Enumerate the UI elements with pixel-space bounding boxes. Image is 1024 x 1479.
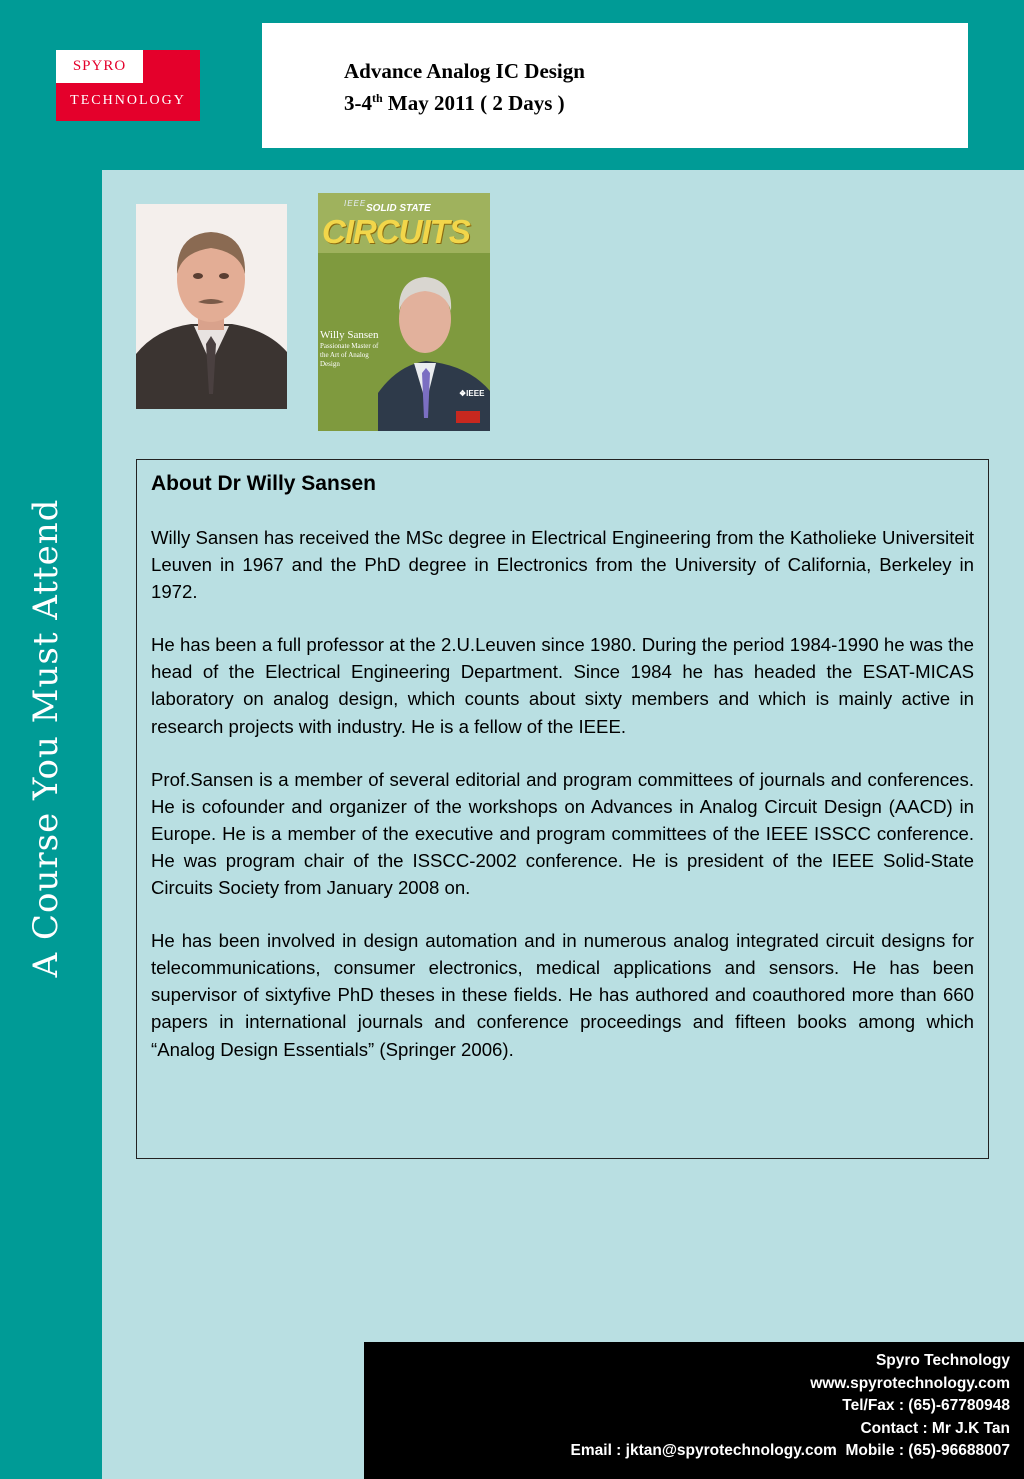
portrait-photo [136, 204, 287, 409]
footer-contact: Contact : Mr J.K Tan [860, 1420, 1010, 1437]
about-paragraph: Prof.Sansen is a member of several editorial and program committees of journals and conferences. He is cofounder and organizer of the workshops on Advances in Analog Circuit Design (AACD) in Europe. He is a member of the executive and program committees of the IEEE ISSCC conference. He was program chair of the ISSCC-2002 conference. He is president of the IEEE Solid-State Circuits Society from January 2008 on. [151, 768, 974, 899]
magazine-title: CIRCUITS [322, 213, 470, 250]
about-paragraph: He has been a full professor at the 2.U.Leuven since 1980. During the period 1984-1990 he was the head of the Electrical Engineering Department. Since 1984 he has headed the ESAT-MICAS laboratory on analog design, which counts about sixty members and which is mainly active in research projects with industry. He is a fellow of the IEEE. [151, 634, 974, 737]
course-date [344, 91, 565, 116]
magazine-cover-name: Willy Sansen [320, 329, 379, 341]
logo-text-technology: TECHNOLOGY [70, 93, 186, 108]
course-header [262, 23, 968, 148]
date-prefix: 3-4 [344, 91, 372, 115]
magazine-cover [318, 193, 490, 431]
date-rest: May 2011 ( 2 Days ) [382, 91, 565, 115]
footer-email-mobile: Email : jktan@spyrotechnology.com Mobile : (65)-96688007 [570, 1442, 1010, 1459]
about-title: About Dr Willy Sansen [151, 472, 377, 495]
date-suffix: th [372, 91, 383, 105]
course-title: Advance Analog IC Design [344, 59, 585, 83]
about-paragraph: He has been involved in design automation and in numerous analog integrated circuit designs for telecommunications, consumer electronics, medical applications and sensors. He has been supervisor of sixtyfive PhD theses in these fields. He has authored and coauthored more than 660 papers in international journals and conference proceedings and fifteen books among which “Analog Design Essentials” (Springer 2006). [151, 930, 974, 1060]
footer-website: www.spyrotechnology.com [810, 1375, 1010, 1392]
contact-footer [364, 1342, 1024, 1479]
magazine-solid-state: SOLID STATE [366, 203, 431, 214]
about-section [136, 459, 989, 1159]
footer-company: Spyro Technology [875, 1352, 1010, 1369]
portrait-illustration [136, 204, 287, 409]
logo-text-spyro: SPYRO [56, 50, 143, 83]
magazine-ieee-label: IEEE [344, 199, 367, 208]
magazine-cover-subtitle: Passionate Master of the Art of Analog Design [320, 342, 379, 368]
side-tagline: A Course You Must Attend [26, 498, 66, 978]
spyro-logo [56, 50, 200, 121]
ieee-logo-icon: ❖IEEE [459, 389, 485, 398]
about-paragraph: Willy Sansen has received the MSc degree in Electrical Engineering from the Katholieke Universiteit Leuven in 1967 and the PhD degree in Electronics from the University of California, Berkeley in 1972. [151, 527, 974, 603]
footer-telfax: Tel/Fax : (65)-67780948 [842, 1397, 1010, 1414]
